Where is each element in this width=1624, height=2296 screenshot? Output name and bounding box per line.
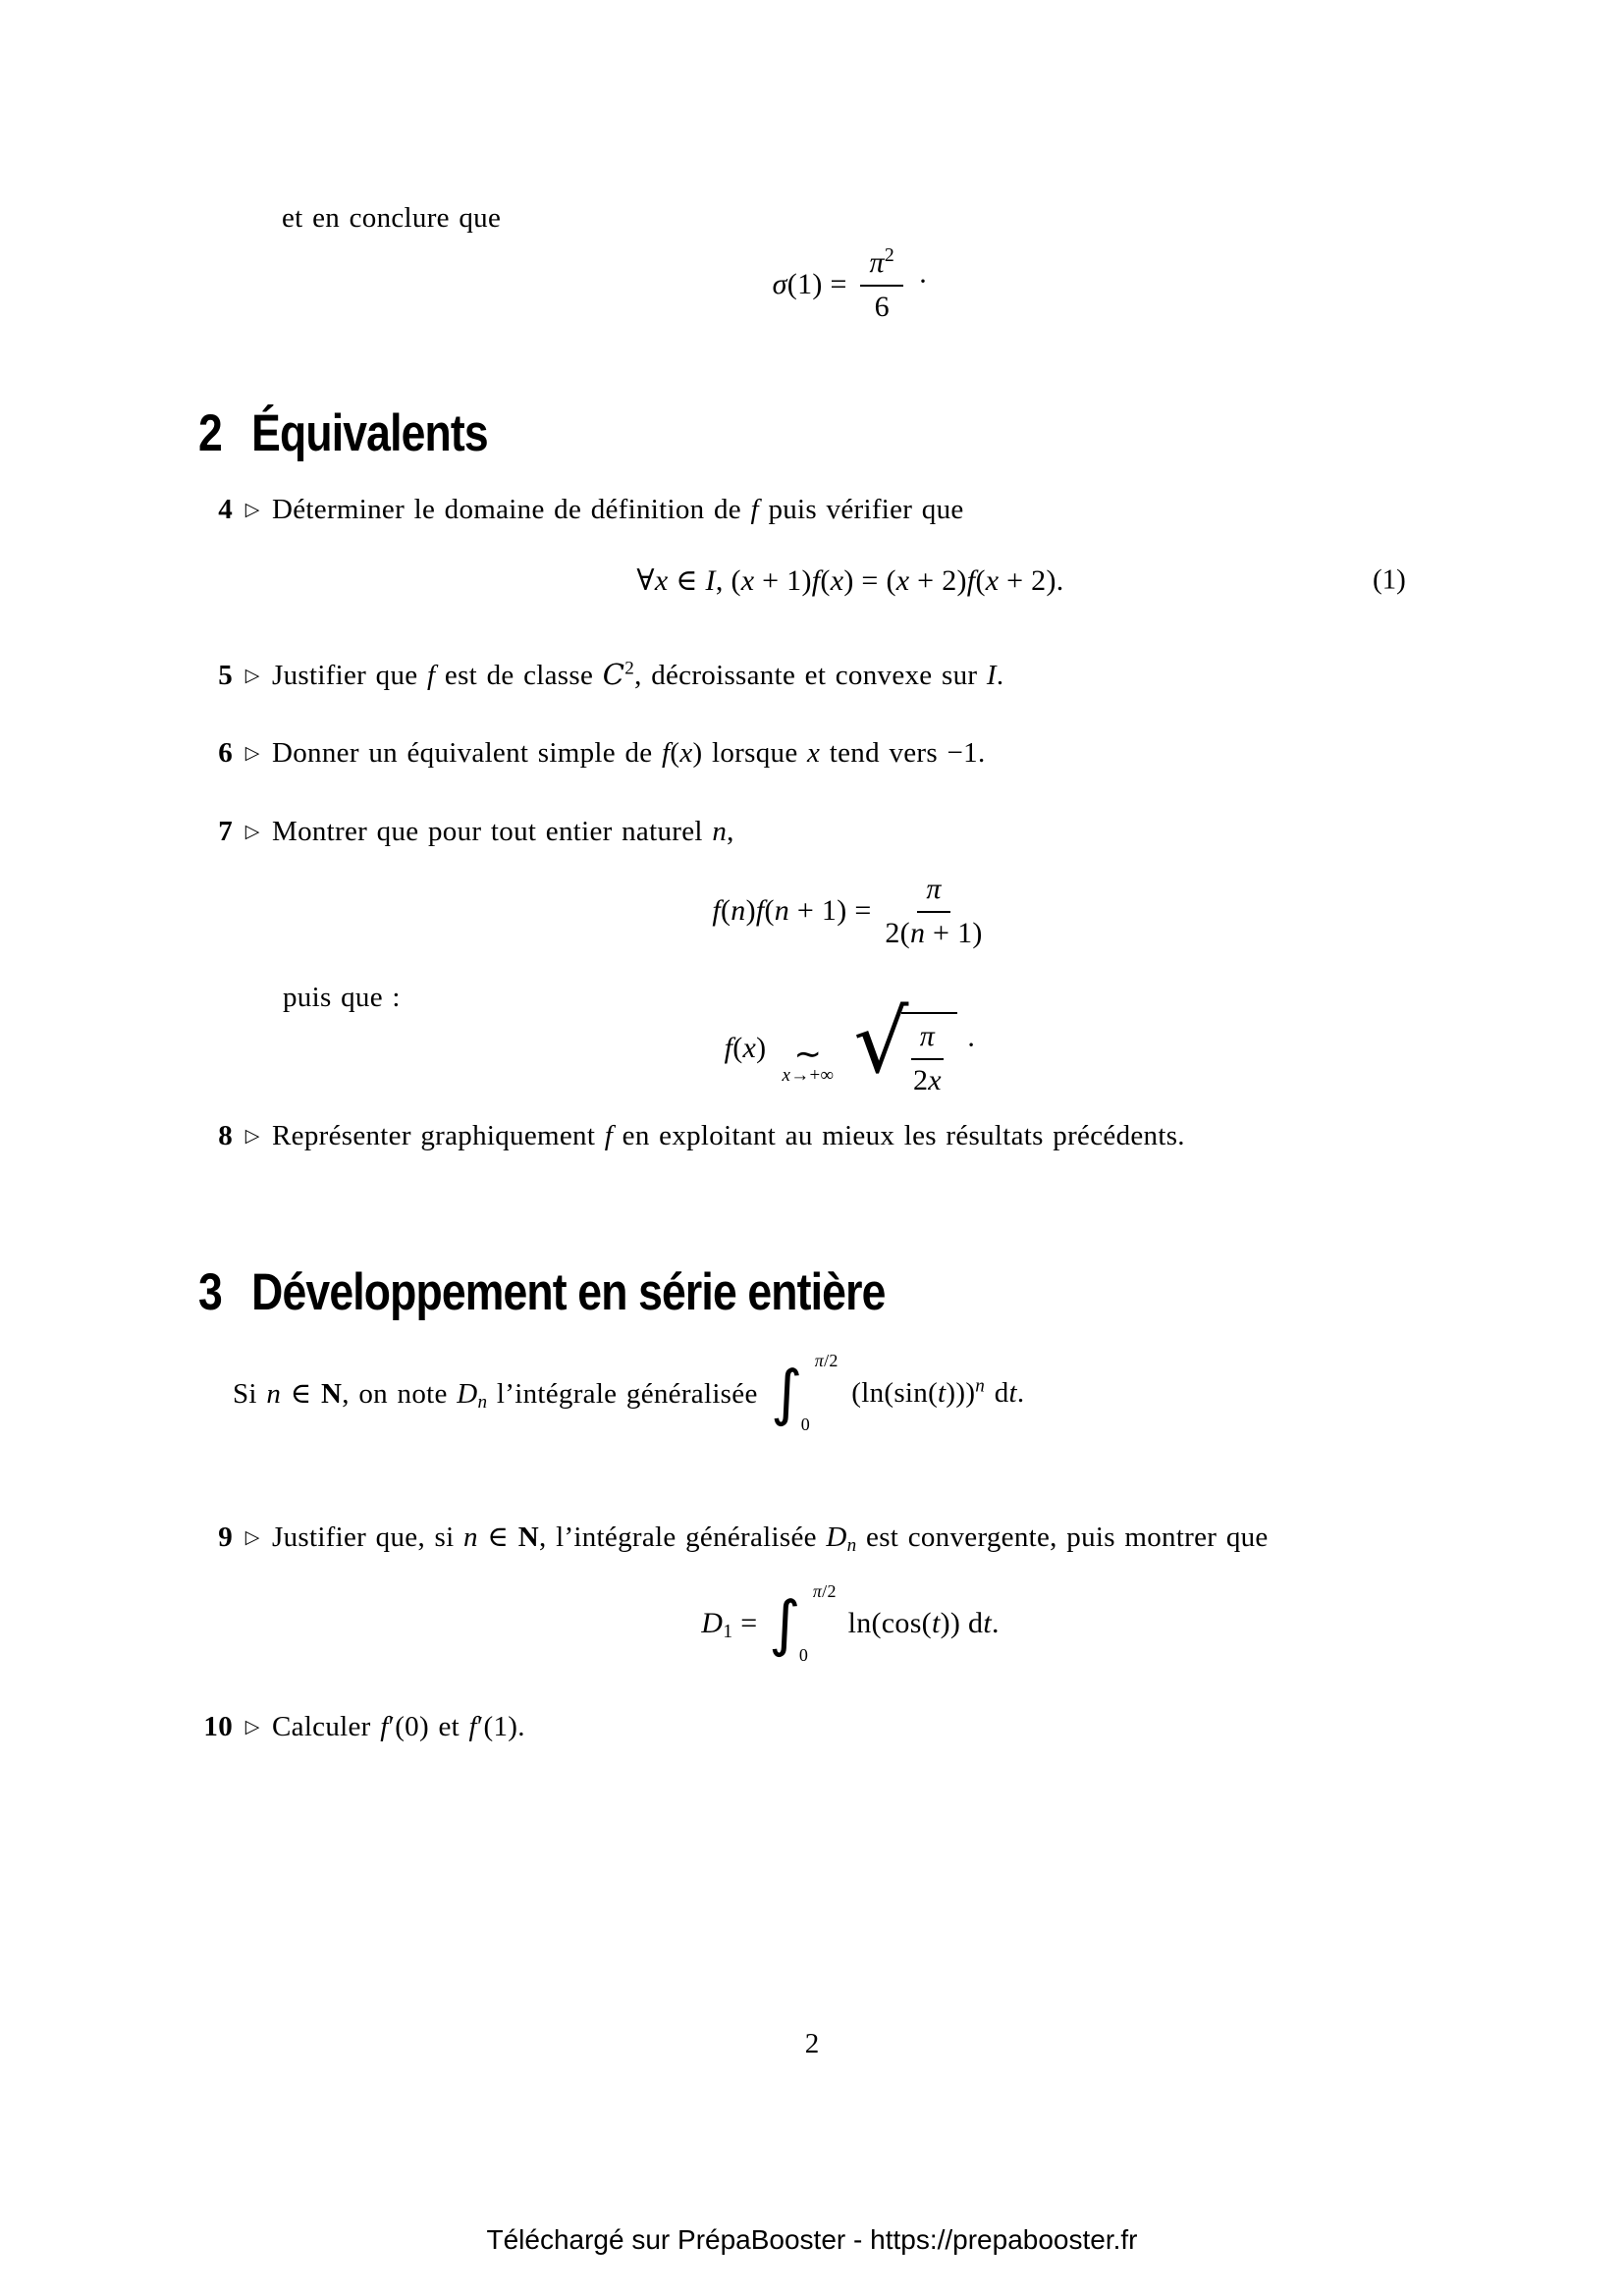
paragraph-dn-after: $(\ln(\sin(t)))^n$ dt. xyxy=(841,1374,1025,1409)
fraction-denominator: 6 xyxy=(874,290,890,323)
radicand xyxy=(901,1012,957,1097)
center-dot: · xyxy=(966,1029,977,1061)
equation-forall-row xyxy=(636,552,1063,609)
item-4-text: Déterminer le domaine de définition de f puis vérifier que xyxy=(272,494,964,525)
integral-upper-limit: π/2 xyxy=(812,1581,837,1601)
item-7-text: Montrer que pour tout entier naturel n, xyxy=(272,816,734,847)
integral-lower-limit: 0 xyxy=(800,1415,811,1434)
item-9-number: 9 xyxy=(218,1522,233,1553)
triangle-marker-icon: ▷ xyxy=(244,665,260,686)
item-9 xyxy=(157,1520,1269,1554)
fraction-pi2-over-6 xyxy=(860,243,903,324)
fraction-pi-over-2n1 xyxy=(885,873,982,950)
fraction-denominator: 2x xyxy=(912,1064,942,1096)
triangle-marker-icon: ▷ xyxy=(244,1526,260,1548)
triangle-marker-icon: ▷ xyxy=(244,1125,260,1147)
item-4-number: 4 xyxy=(218,494,233,525)
integral-limits xyxy=(800,1351,839,1435)
lead-text: et en conclure que xyxy=(282,202,502,234)
equation-fn-row xyxy=(712,872,988,949)
triangle-marker-icon: ▷ xyxy=(244,499,260,520)
item-4 xyxy=(157,494,964,526)
paragraph-dn-definition xyxy=(233,1347,1024,1439)
equation-d1-rhs: ln(cos(t)) dt. xyxy=(839,1607,1000,1639)
item-5-number: 5 xyxy=(218,660,233,691)
page-number: 2 xyxy=(804,2028,820,2059)
equation-d1 xyxy=(0,1576,1624,1671)
equation-forall-body: ∀x ∈ I, (x + 1)f(x) = (x + 2)f(x + 2). xyxy=(636,563,1064,597)
integral-lower-limit: 0 xyxy=(798,1645,809,1665)
tilde-icon: ∼ xyxy=(793,1035,823,1074)
fraction-denominator: 2(n + 1) xyxy=(885,916,983,949)
equation-d1-row xyxy=(701,1576,1000,1671)
section-3-heading xyxy=(198,1262,1016,1322)
equation-equivalent-lhs: f(x) xyxy=(724,1032,767,1064)
fraction-pi-over-2x xyxy=(911,1020,944,1097)
item-8 xyxy=(157,1120,1185,1152)
section-2-title: Équivalents xyxy=(251,404,488,462)
triangle-marker-icon: ▷ xyxy=(244,821,260,842)
item-10-text: Calculer f′(0) et f′(1). xyxy=(272,1711,525,1742)
equation-d1-lhs: $D_1$ = xyxy=(701,1607,766,1642)
integral xyxy=(769,1580,837,1667)
square-root xyxy=(853,991,957,1097)
item-7-number: 7 xyxy=(218,816,233,847)
fraction-numerator: π xyxy=(911,1020,944,1060)
integral-upper-limit: π/2 xyxy=(814,1351,839,1370)
item-6 xyxy=(157,737,986,770)
integral-sign-icon: ∫ xyxy=(771,1357,803,1428)
item-8-number: 8 xyxy=(218,1120,233,1151)
equation-sigma xyxy=(0,239,1624,331)
section-3-title: Développement en série entière xyxy=(251,1263,886,1321)
radical-sign-icon: √ xyxy=(853,991,909,1093)
footer-download-text: Téléchargé sur PrépaBooster - https://prepabooster.fr xyxy=(486,2224,1138,2255)
item-5-text: Justifier que f est de classe $C^2$, décroissante et convexe sur I. xyxy=(272,658,1004,691)
center-dot: · xyxy=(918,265,929,297)
integral-limits xyxy=(798,1581,837,1666)
equation-sigma-row xyxy=(773,239,929,331)
item-9-text: Justifier que, si n ∈ N, l’intégrale généralisée Dn est convergente, puis montrer que xyxy=(272,1522,1269,1556)
fraction-numerator: $\pi^2$ xyxy=(860,246,903,287)
equation-equivalent-row xyxy=(724,991,977,1096)
item-6-text: Donner un équivalent simple de f(x) lorsque x tend vers −1. xyxy=(272,737,986,769)
tilde-limit-label: x→+∞ xyxy=(782,1065,835,1086)
equation-sigma-lhs: σ(1) = xyxy=(772,268,855,300)
equation-fn-product xyxy=(0,872,1624,949)
item-5 xyxy=(157,658,1003,692)
paragraph-dn-before: Si n ∈ N, on note Dn l’intégrale généralisée xyxy=(233,1377,768,1413)
section-3-number: 3 xyxy=(198,1263,222,1321)
item-8-text: Représenter graphiquement f en exploitant au mieux les résultats précédents. xyxy=(272,1120,1185,1151)
item-10 xyxy=(157,1711,525,1743)
puis-que-text: puis que : xyxy=(283,982,401,1013)
tilde-limit-stack xyxy=(782,1035,835,1087)
integral-sign-icon: ∫ xyxy=(769,1587,801,1659)
integral xyxy=(771,1350,839,1436)
triangle-marker-icon: ▷ xyxy=(244,1716,260,1737)
item-10-number: 10 xyxy=(203,1711,233,1742)
equation-fn-lhs: f(n)f(n + 1) = xyxy=(712,894,880,927)
triangle-marker-icon: ▷ xyxy=(244,742,260,764)
equation-tag-1: (1) xyxy=(1373,563,1406,596)
item-7 xyxy=(157,816,734,848)
fraction-numerator: π xyxy=(917,873,949,913)
section-2-heading-inner xyxy=(198,403,488,463)
item-6-number: 6 xyxy=(218,737,233,769)
equation-forall xyxy=(0,552,1624,609)
section-2-number: 2 xyxy=(198,404,222,462)
section-3-heading-inner xyxy=(198,1262,886,1322)
section-2-heading xyxy=(198,403,543,463)
